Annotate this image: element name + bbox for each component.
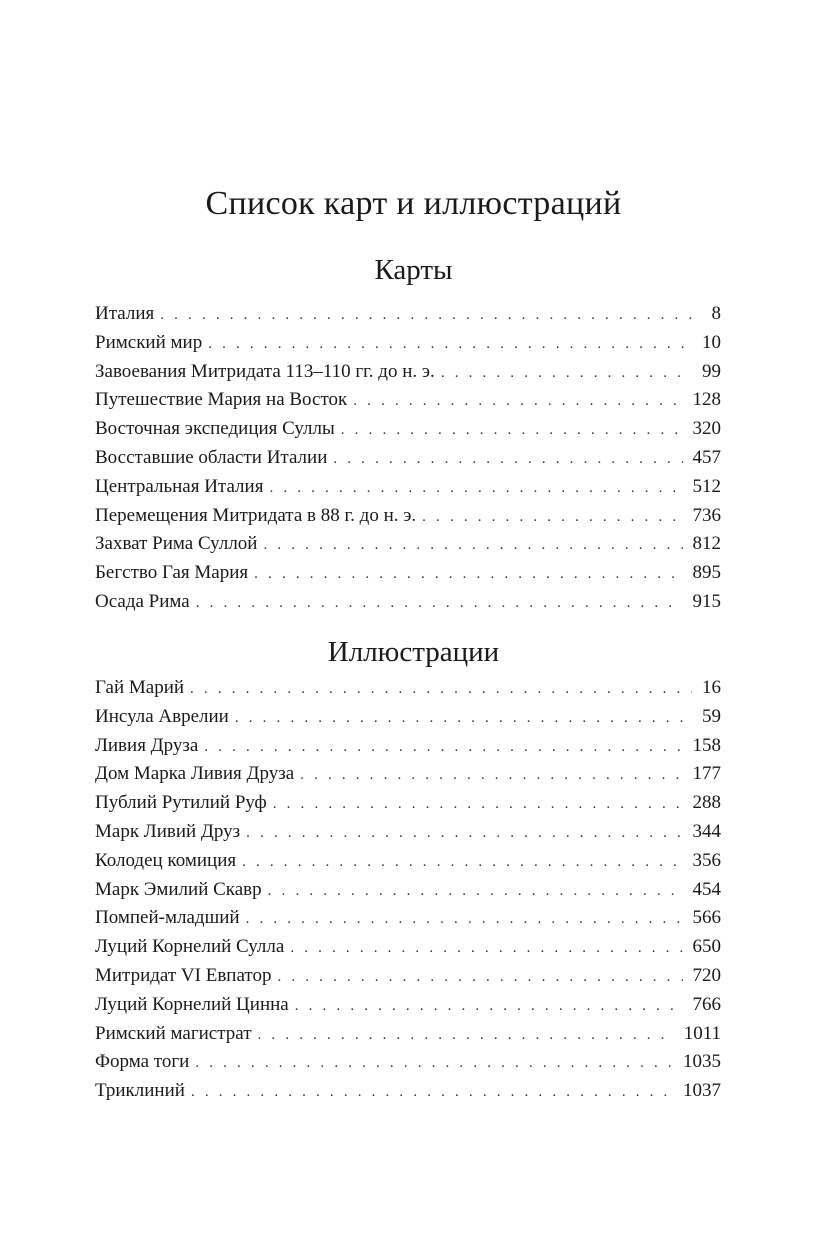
toc-entry-page: 1037 [683, 1080, 721, 1102]
toc-entry[interactable] [95, 473, 721, 502]
toc-entry-page: 454 [692, 878, 721, 900]
toc-entry[interactable] [95, 789, 721, 818]
toc-entry[interactable] [95, 1077, 721, 1106]
toc-entry-page: 650 [692, 936, 721, 958]
toc-entry[interactable] [95, 329, 721, 358]
toc-entry-page: 895 [692, 562, 721, 584]
toc-entry-page: 457 [692, 446, 721, 468]
toc-entry[interactable] [95, 530, 721, 559]
dot-leader [268, 877, 683, 906]
toc-entry-page: 158 [692, 734, 721, 756]
toc-entry-page: 1011 [683, 1022, 721, 1044]
dot-leader [258, 1021, 674, 1050]
toc-entry-page: 915 [692, 590, 721, 612]
toc-entry-page: 344 [692, 820, 721, 842]
toc-entry[interactable] [95, 674, 721, 703]
toc-entry-title: Перемещения Митридата в 88 г. до н. э. [95, 504, 417, 526]
toc-entry-title: Форма тоги [95, 1051, 190, 1073]
dot-leader [160, 301, 701, 330]
toc-entry-page: 812 [692, 533, 721, 555]
toc-entry-page: 720 [692, 964, 721, 986]
dot-leader [333, 445, 682, 474]
toc-entry[interactable] [95, 818, 721, 847]
toc-entry-title: Митридат VI Евпатор [95, 964, 272, 986]
toc-entry-title: Осада Рима [95, 590, 190, 612]
dot-leader [246, 819, 682, 848]
toc-entry-title: Восточная экспедиция Суллы [95, 418, 335, 440]
toc-entry[interactable] [95, 415, 721, 444]
dot-leader [300, 761, 682, 790]
toc-entry-title: Триклиний [95, 1080, 185, 1102]
toc-entry[interactable] [95, 386, 721, 415]
dot-leader [263, 531, 682, 560]
dot-leader [290, 934, 682, 963]
toc-entry[interactable] [95, 300, 721, 329]
section-heading-illustrations: Иллюстрации [327, 636, 500, 668]
toc-entry-title: Захват Рима Суллой [95, 533, 258, 555]
toc-entry-page: 1035 [683, 1051, 721, 1073]
toc-entry[interactable] [95, 703, 721, 732]
illustrations-list [95, 674, 721, 1106]
dot-leader [295, 992, 683, 1021]
section-heading-maps: Карты [374, 254, 453, 286]
toc-entry[interactable] [95, 904, 721, 933]
toc-entry-title: Завоевания Митридата 113–110 гг. до н. э. [95, 360, 435, 382]
toc-entry-page: 128 [692, 389, 721, 411]
dot-leader [254, 560, 682, 589]
page-title: Список карт и иллюстраций [205, 185, 622, 222]
toc-entry[interactable] [95, 933, 721, 962]
toc-entry[interactable] [95, 991, 721, 1020]
toc-entry[interactable] [95, 760, 721, 789]
dot-leader [273, 790, 683, 819]
dot-leader [341, 416, 683, 445]
toc-entry-page: 566 [692, 907, 721, 929]
dot-leader [242, 848, 682, 877]
toc-entry-page: 59 [702, 705, 721, 727]
toc-entry-page: 736 [692, 504, 721, 526]
toc-entry-title: Бегство Гая Мария [95, 562, 249, 584]
toc-entry-page: 512 [692, 475, 721, 497]
toc-entry[interactable] [95, 358, 721, 387]
toc-entry-page: 766 [692, 993, 721, 1015]
toc-entry-title: Восставшие области Италии [95, 446, 328, 468]
dot-leader [196, 589, 683, 618]
toc-entry-title: Римский мир [95, 331, 203, 353]
toc-entry-title: Дом Марка Ливия Друза [95, 763, 295, 785]
maps-list [95, 300, 721, 617]
toc-entry-title: Помпей-младший [95, 907, 240, 929]
toc-entry[interactable] [95, 1020, 721, 1049]
toc-entry[interactable] [95, 876, 721, 905]
dot-leader [269, 474, 682, 503]
toc-entry-title: Гай Марий [95, 677, 185, 698]
toc-entry-title: Колодец комиция [95, 849, 237, 871]
toc-entry[interactable] [95, 502, 721, 531]
toc-entry-title: Марк Ливий Друз [95, 820, 241, 842]
toc-entry-page: 10 [702, 331, 721, 353]
toc-entry-page: 177 [692, 763, 721, 785]
dot-leader [235, 704, 692, 733]
toc-entry-title: Италия [95, 303, 155, 324]
toc-entry-page: 99 [702, 360, 721, 382]
dot-leader [277, 963, 682, 992]
toc-entry-title: Публий Рутилий Руф [95, 792, 267, 814]
toc-entry-title: Римский магистрат [95, 1022, 252, 1044]
toc-entry-page: 356 [692, 849, 721, 871]
dot-leader [441, 359, 692, 388]
dot-leader [190, 675, 692, 704]
dot-leader [353, 387, 682, 416]
toc-entry-page: 16 [702, 677, 721, 698]
toc-entry-title: Центральная Италия [95, 475, 264, 497]
dot-leader [208, 330, 692, 359]
toc-entry-title: Луций Корнелий Цинна [95, 993, 289, 1015]
toc-entry-page: 8 [711, 303, 721, 324]
toc-entry-title: Марк Эмилий Скавр [95, 878, 262, 900]
dot-leader [191, 1078, 673, 1107]
toc-entry[interactable] [95, 962, 721, 991]
toc-entry-title: Инсула Аврелии [95, 705, 229, 727]
toc-entry-page: 288 [692, 792, 721, 814]
toc-entry[interactable] [95, 588, 721, 617]
toc-entry[interactable] [95, 444, 721, 473]
toc-entry[interactable] [95, 732, 721, 761]
toc-entry[interactable] [95, 1048, 721, 1077]
dot-leader [195, 1049, 673, 1078]
dot-leader [204, 733, 682, 762]
toc-entry[interactable] [95, 559, 721, 588]
dot-leader [422, 503, 682, 532]
toc-entry-title: Ливия Друза [95, 734, 199, 756]
toc-entry[interactable] [95, 847, 721, 876]
toc-entry-page: 320 [692, 418, 721, 440]
dot-leader [246, 905, 683, 934]
toc-entry-title: Путешествие Мария на Восток [95, 389, 348, 411]
toc-entry-title: Луций Корнелий Сулла [95, 936, 285, 958]
